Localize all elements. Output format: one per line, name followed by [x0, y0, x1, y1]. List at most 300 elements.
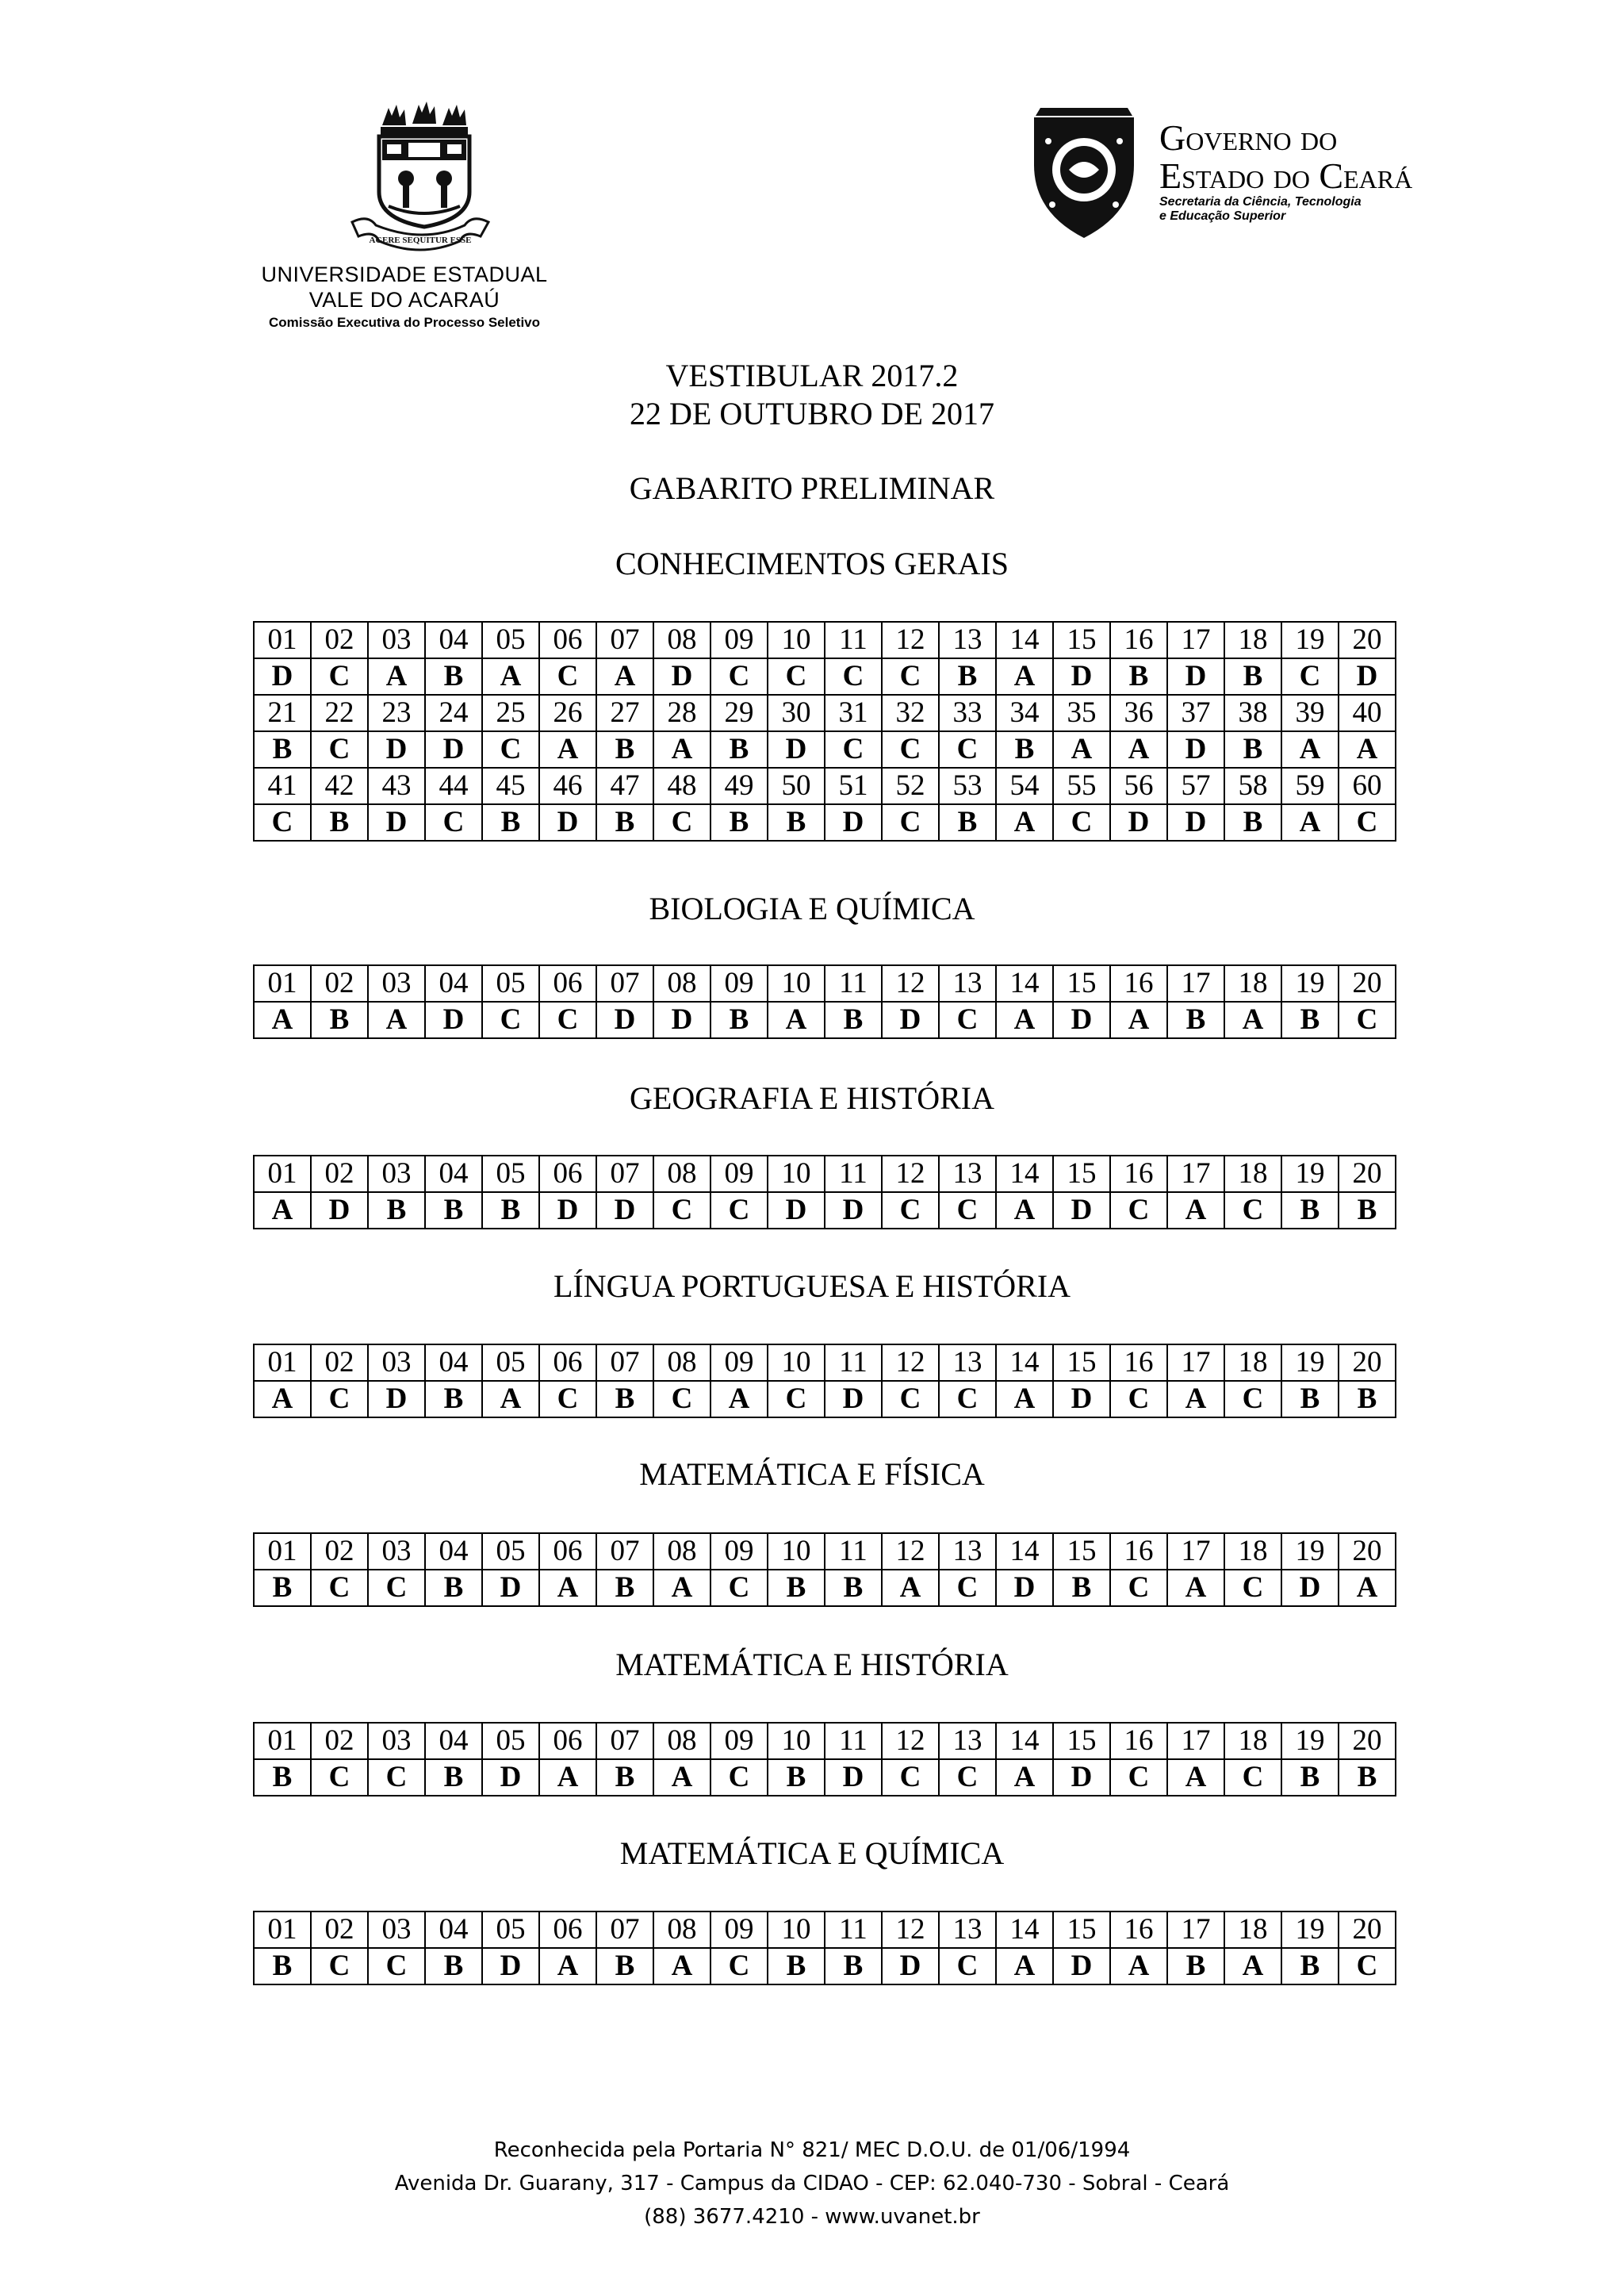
answer-cell: B: [425, 1192, 482, 1229]
question-number-cell: 03: [368, 1156, 425, 1192]
answer-cell: C: [311, 658, 368, 695]
answer-table-matematica-fisica: [253, 1532, 1396, 1607]
question-number-row: [254, 965, 1396, 1002]
question-number-cell: 34: [996, 695, 1053, 731]
question-number-cell: 37: [1167, 695, 1224, 731]
question-number-cell: 15: [1053, 965, 1110, 1002]
question-number-cell: 02: [311, 1344, 368, 1381]
question-number-row: [254, 1344, 1396, 1381]
question-number-cell: 01: [254, 965, 311, 1002]
question-number-cell: 31: [825, 695, 882, 731]
footer: [0, 2134, 1624, 2234]
answer-cell: C: [1224, 1759, 1281, 1796]
answer-row: [254, 1759, 1396, 1796]
answer-cell: C: [939, 1381, 996, 1417]
question-number-cell: 12: [882, 1344, 939, 1381]
question-number-cell: 04: [425, 1533, 482, 1570]
question-number-cell: 03: [368, 965, 425, 1002]
question-number-cell: 33: [939, 695, 996, 731]
answer-cell: B: [1281, 1192, 1339, 1229]
question-number-cell: 20: [1339, 1533, 1396, 1570]
question-number-cell: 01: [254, 1344, 311, 1381]
document-heading: GABARITO PRELIMINAR: [629, 470, 995, 506]
question-number-cell: 13: [939, 622, 996, 658]
answer-cell: D: [882, 1948, 939, 1984]
question-number-cell: 12: [882, 622, 939, 658]
answer-cell: C: [311, 731, 368, 768]
answer-cell: D: [1167, 658, 1224, 695]
question-number-cell: 53: [939, 768, 996, 804]
question-number-cell: 10: [768, 1911, 825, 1948]
answer-cell: A: [996, 1948, 1053, 1984]
question-number-cell: 07: [596, 1344, 653, 1381]
question-number-cell: 48: [653, 768, 710, 804]
section-title-conhecimentos-gerais: CONHECIMENTOS GERAIS: [615, 546, 1009, 581]
answer-cell: C: [539, 658, 596, 695]
question-number-cell: 14: [996, 1911, 1053, 1948]
university-name-line2: VALE DO ACARAÚ: [308, 288, 500, 312]
question-number-cell: 20: [1339, 1911, 1396, 1948]
question-number-cell: 06: [539, 965, 596, 1002]
question-number-cell: 05: [482, 1911, 539, 1948]
answer-cell: A: [1224, 1002, 1281, 1038]
answer-cell: B: [482, 804, 539, 841]
answer-cell: A: [653, 1948, 710, 1984]
answer-cell: C: [768, 1381, 825, 1417]
answer-cell: D: [596, 1192, 653, 1229]
question-number-cell: 19: [1281, 1533, 1339, 1570]
answer-cell: B: [1281, 1002, 1339, 1038]
question-number-cell: 03: [368, 1344, 425, 1381]
question-number-cell: 02: [311, 1156, 368, 1192]
question-number-cell: 08: [653, 1344, 710, 1381]
government-name-line1: Governo do: [1159, 117, 1338, 158]
question-number-cell: 18: [1224, 1344, 1281, 1381]
question-number-cell: 13: [939, 1156, 996, 1192]
answer-cell: B: [710, 804, 768, 841]
answer-cell: B: [768, 1570, 825, 1606]
answer-cell: B: [825, 1002, 882, 1038]
answer-cell: D: [539, 1192, 596, 1229]
answer-cell: C: [710, 658, 768, 695]
question-number-cell: 12: [882, 1533, 939, 1570]
answer-cell: D: [996, 1570, 1053, 1606]
answer-cell: C: [710, 1570, 768, 1606]
question-number-cell: 35: [1053, 695, 1110, 731]
answer-cell: A: [768, 1002, 825, 1038]
answer-cell: C: [939, 1759, 996, 1796]
question-number-cell: 13: [939, 1911, 996, 1948]
question-number-cell: 29: [710, 695, 768, 731]
question-number-cell: 21: [254, 695, 311, 731]
question-number-cell: 17: [1167, 965, 1224, 1002]
question-number-cell: 11: [825, 1344, 882, 1381]
question-number-cell: 08: [653, 622, 710, 658]
answer-cell: D: [1339, 658, 1396, 695]
question-number-cell: 02: [311, 622, 368, 658]
answer-cell: B: [1224, 804, 1281, 841]
question-number-cell: 07: [596, 1156, 653, 1192]
answer-cell: C: [882, 804, 939, 841]
answer-cell: D: [425, 731, 482, 768]
question-number-cell: 43: [368, 768, 425, 804]
answer-row: [254, 658, 1396, 695]
answer-cell: B: [768, 804, 825, 841]
answer-table-geografia-historia: [253, 1155, 1396, 1229]
question-number-cell: 27: [596, 695, 653, 731]
question-number-cell: 17: [1167, 1533, 1224, 1570]
question-number-cell: 14: [996, 965, 1053, 1002]
question-number-cell: 30: [768, 695, 825, 731]
question-number-cell: 06: [539, 1911, 596, 1948]
answer-cell: B: [1339, 1759, 1396, 1796]
question-number-cell: 19: [1281, 1156, 1339, 1192]
answer-cell: A: [996, 1002, 1053, 1038]
question-number-cell: 19: [1281, 965, 1339, 1002]
question-number-cell: 20: [1339, 1723, 1396, 1759]
answer-cell: B: [768, 1948, 825, 1984]
answer-cell: C: [710, 1759, 768, 1796]
answer-cell: D: [768, 1192, 825, 1229]
answer-cell: C: [939, 731, 996, 768]
answer-cell: B: [311, 1002, 368, 1038]
answer-cell: D: [482, 1948, 539, 1984]
question-number-cell: 14: [996, 1723, 1053, 1759]
answer-cell: C: [882, 1192, 939, 1229]
answer-cell: B: [596, 1948, 653, 1984]
question-number-cell: 08: [653, 1533, 710, 1570]
question-number-cell: 39: [1281, 695, 1339, 731]
exam-title: VESTIBULAR 2017.2: [665, 358, 959, 393]
answer-cell: A: [1110, 1002, 1167, 1038]
question-number-cell: 36: [1110, 695, 1167, 731]
answer-cell: C: [1110, 1759, 1167, 1796]
answer-cell: A: [368, 658, 425, 695]
secretariat-line2: e Educação Superior: [1159, 209, 1286, 223]
answer-cell: C: [482, 731, 539, 768]
question-number-cell: 18: [1224, 1533, 1281, 1570]
answer-cell: B: [1110, 658, 1167, 695]
question-number-cell: 02: [311, 1723, 368, 1759]
answer-cell: D: [368, 731, 425, 768]
answer-cell: A: [539, 1570, 596, 1606]
answer-cell: C: [882, 731, 939, 768]
answer-cell: C: [368, 1759, 425, 1796]
answer-cell: C: [939, 1948, 996, 1984]
section-title-biologia-quimica: BIOLOGIA E QUÍMICA: [649, 891, 975, 926]
answer-cell: B: [825, 1948, 882, 1984]
question-number-cell: 07: [596, 1911, 653, 1948]
question-number-cell: 42: [311, 768, 368, 804]
university-name-line1: UNIVERSIDADE ESTADUAL: [261, 263, 548, 286]
question-number-row: [254, 1533, 1396, 1570]
answer-cell: D: [1053, 1381, 1110, 1417]
question-number-cell: 04: [425, 965, 482, 1002]
question-number-cell: 05: [482, 1156, 539, 1192]
question-number-cell: 11: [825, 1533, 882, 1570]
answer-cell: C: [1339, 1002, 1396, 1038]
question-number-cell: 04: [425, 1911, 482, 1948]
answer-row: [254, 1570, 1396, 1606]
answer-cell: A: [539, 731, 596, 768]
question-number-cell: 13: [939, 1344, 996, 1381]
answer-cell: A: [1167, 1381, 1224, 1417]
question-number-cell: 12: [882, 1723, 939, 1759]
answer-cell: C: [1053, 804, 1110, 841]
question-number-cell: 03: [368, 1723, 425, 1759]
answer-cell: A: [1224, 1948, 1281, 1984]
answer-cell: C: [825, 658, 882, 695]
question-number-cell: 16: [1110, 622, 1167, 658]
answer-cell: A: [1167, 1570, 1224, 1606]
answer-cell: B: [1281, 1381, 1339, 1417]
question-number-cell: 13: [939, 965, 996, 1002]
answer-cell: A: [710, 1381, 768, 1417]
question-number-cell: 16: [1110, 1723, 1167, 1759]
question-number-cell: 19: [1281, 622, 1339, 658]
answer-cell: D: [1053, 1759, 1110, 1796]
answer-cell: D: [596, 1002, 653, 1038]
question-number-cell: 20: [1339, 1344, 1396, 1381]
answer-table-biologia-quimica: [253, 964, 1396, 1039]
question-number-cell: 08: [653, 1723, 710, 1759]
answer-cell: D: [825, 804, 882, 841]
answer-cell: C: [1224, 1570, 1281, 1606]
answer-cell: D: [368, 1381, 425, 1417]
question-number-cell: 16: [1110, 965, 1167, 1002]
answer-cell: C: [425, 804, 482, 841]
answer-cell: C: [311, 1381, 368, 1417]
question-number-cell: 16: [1110, 1911, 1167, 1948]
answer-cell: D: [254, 658, 311, 695]
question-number-cell: 05: [482, 622, 539, 658]
section-title-geografia-historia: GEOGRAFIA E HISTÓRIA: [630, 1080, 994, 1116]
question-number-cell: 59: [1281, 768, 1339, 804]
answer-cell: D: [882, 1002, 939, 1038]
question-number-cell: 15: [1053, 1344, 1110, 1381]
answer-cell: B: [1281, 1948, 1339, 1984]
question-number-cell: 06: [539, 1723, 596, 1759]
answer-cell: C: [939, 1192, 996, 1229]
question-number-cell: 02: [311, 1911, 368, 1948]
question-number-cell: 12: [882, 1156, 939, 1192]
answer-table-lingua-portuguesa-historia: [253, 1344, 1396, 1418]
answer-cell: C: [311, 1759, 368, 1796]
question-number-cell: 58: [1224, 768, 1281, 804]
answer-cell: B: [1167, 1002, 1224, 1038]
answer-cell: B: [482, 1192, 539, 1229]
question-number-cell: 11: [825, 1911, 882, 1948]
answer-cell: A: [996, 804, 1053, 841]
question-number-cell: 18: [1224, 1723, 1281, 1759]
question-number-cell: 08: [653, 965, 710, 1002]
question-number-cell: 01: [254, 622, 311, 658]
answer-cell: A: [1053, 731, 1110, 768]
answer-cell: B: [996, 731, 1053, 768]
question-number-cell: 55: [1053, 768, 1110, 804]
section-title-matematica-fisica: MATEMÁTICA E FÍSICA: [639, 1456, 985, 1492]
question-number-cell: 13: [939, 1533, 996, 1570]
question-number-cell: 09: [710, 1156, 768, 1192]
answer-row: [254, 804, 1396, 841]
answer-cell: C: [311, 1948, 368, 1984]
answer-row: [254, 1192, 1396, 1229]
question-number-cell: 04: [425, 622, 482, 658]
answer-row: [254, 1948, 1396, 1984]
answer-cell: C: [939, 1570, 996, 1606]
answer-cell: B: [254, 1948, 311, 1984]
answer-cell: B: [254, 731, 311, 768]
question-number-cell: 15: [1053, 1533, 1110, 1570]
answer-cell: B: [596, 1570, 653, 1606]
question-number-cell: 45: [482, 768, 539, 804]
answer-cell: A: [1167, 1759, 1224, 1796]
answer-cell: C: [1110, 1570, 1167, 1606]
answer-cell: D: [539, 804, 596, 841]
question-number-cell: 26: [539, 695, 596, 731]
question-number-cell: 41: [254, 768, 311, 804]
answer-cell: C: [653, 1192, 710, 1229]
question-number-cell: 51: [825, 768, 882, 804]
answer-cell: C: [1224, 1192, 1281, 1229]
answer-cell: C: [653, 804, 710, 841]
question-number-cell: 52: [882, 768, 939, 804]
question-number-cell: 08: [653, 1911, 710, 1948]
question-number-cell: 20: [1339, 1156, 1396, 1192]
question-number-cell: 25: [482, 695, 539, 731]
answer-cell: D: [482, 1570, 539, 1606]
answer-cell: C: [1110, 1381, 1167, 1417]
answer-cell: D: [1281, 1570, 1339, 1606]
question-number-cell: 56: [1110, 768, 1167, 804]
answer-cell: C: [1281, 658, 1339, 695]
question-number-cell: 14: [996, 1344, 1053, 1381]
answer-cell: C: [825, 731, 882, 768]
question-number-cell: 09: [710, 1723, 768, 1759]
answer-cell: A: [996, 658, 1053, 695]
answer-cell: B: [710, 731, 768, 768]
answer-cell: A: [1110, 1948, 1167, 1984]
answer-row: [254, 1002, 1396, 1038]
answer-cell: A: [482, 658, 539, 695]
answer-cell: C: [539, 1002, 596, 1038]
question-number-row: [254, 1911, 1396, 1948]
answer-cell: B: [1053, 1570, 1110, 1606]
answer-cell: D: [825, 1759, 882, 1796]
question-number-cell: 05: [482, 1723, 539, 1759]
government-name-block: [1159, 119, 1492, 224]
question-number-cell: 17: [1167, 1723, 1224, 1759]
question-number-cell: 10: [768, 965, 825, 1002]
answer-cell: C: [1110, 1192, 1167, 1229]
answer-cell: B: [939, 658, 996, 695]
answer-cell: C: [710, 1948, 768, 1984]
answer-cell: D: [1110, 804, 1167, 841]
question-number-cell: 11: [825, 622, 882, 658]
answer-cell: C: [710, 1192, 768, 1229]
footer-recognition: Reconhecida pela Portaria N° 821/ MEC D.O.U. de 01/06/1994: [493, 2138, 1131, 2162]
question-number-row: [254, 768, 1396, 804]
section-title-matematica-historia: MATEMÁTICA E HISTÓRIA: [615, 1647, 1009, 1682]
question-number-cell: 01: [254, 1533, 311, 1570]
question-number-cell: 14: [996, 1533, 1053, 1570]
question-number-cell: 10: [768, 1723, 825, 1759]
answer-cell: A: [539, 1759, 596, 1796]
answer-cell: D: [1167, 731, 1224, 768]
answer-cell: A: [996, 1192, 1053, 1229]
answer-cell: B: [768, 1759, 825, 1796]
question-number-cell: 38: [1224, 695, 1281, 731]
answer-cell: A: [539, 1948, 596, 1984]
question-number-cell: 01: [254, 1156, 311, 1192]
question-number-cell: 03: [368, 1911, 425, 1948]
answer-cell: B: [939, 804, 996, 841]
question-number-cell: 12: [882, 1911, 939, 1948]
question-number-cell: 32: [882, 695, 939, 731]
question-number-cell: 02: [311, 965, 368, 1002]
footer-address: Avenida Dr. Guarany, 317 - Campus da CIDAO - CEP: 62.040-730 - Sobral - Ceará: [394, 2172, 1230, 2195]
question-number-cell: 15: [1053, 1156, 1110, 1192]
answer-cell: B: [425, 1570, 482, 1606]
ceara-state-seal: [1017, 94, 1151, 244]
question-number-cell: 11: [825, 965, 882, 1002]
question-number-cell: 22: [311, 695, 368, 731]
emblem-motto: AGERE SEQUITUR ESSE: [369, 236, 472, 245]
question-number-cell: 08: [653, 1156, 710, 1192]
answer-cell: D: [1053, 1002, 1110, 1038]
answer-cell: B: [1167, 1948, 1224, 1984]
question-number-cell: 04: [425, 1156, 482, 1192]
footer-contact: (88) 3677.4210 - www.uvanet.br: [644, 2205, 980, 2229]
question-number-cell: 23: [368, 695, 425, 731]
question-number-cell: 01: [254, 1911, 311, 1948]
question-number-cell: 18: [1224, 1911, 1281, 1948]
answer-cell: A: [1281, 731, 1339, 768]
answer-cell: B: [368, 1192, 425, 1229]
answer-cell: A: [996, 1381, 1053, 1417]
question-number-cell: 17: [1167, 1156, 1224, 1192]
answer-cell: B: [1339, 1192, 1396, 1229]
question-number-cell: 05: [482, 1533, 539, 1570]
answer-cell: D: [653, 1002, 710, 1038]
question-number-cell: 04: [425, 1344, 482, 1381]
secretariat-line1: Secretaria da Ciência, Tecnologia: [1159, 195, 1362, 209]
answer-cell: D: [1167, 804, 1224, 841]
answer-cell: A: [254, 1002, 311, 1038]
question-number-cell: 09: [710, 1911, 768, 1948]
question-number-cell: 15: [1053, 1911, 1110, 1948]
answer-cell: A: [1339, 731, 1396, 768]
answer-table-matematica-historia: [253, 1722, 1396, 1796]
question-number-cell: 17: [1167, 1344, 1224, 1381]
answer-cell: B: [1224, 658, 1281, 695]
answer-cell: A: [1281, 804, 1339, 841]
answer-cell: B: [1281, 1759, 1339, 1796]
answer-cell: C: [539, 1381, 596, 1417]
answer-cell: B: [425, 1381, 482, 1417]
answer-cell: D: [1053, 1192, 1110, 1229]
answer-cell: A: [1339, 1570, 1396, 1606]
question-number-cell: 18: [1224, 622, 1281, 658]
answer-cell: B: [1339, 1381, 1396, 1417]
question-number-cell: 03: [368, 622, 425, 658]
question-number-cell: 15: [1053, 622, 1110, 658]
question-number-cell: 14: [996, 622, 1053, 658]
answer-cell: B: [425, 1759, 482, 1796]
question-number-cell: 44: [425, 768, 482, 804]
answer-cell: C: [311, 1570, 368, 1606]
question-number-cell: 57: [1167, 768, 1224, 804]
